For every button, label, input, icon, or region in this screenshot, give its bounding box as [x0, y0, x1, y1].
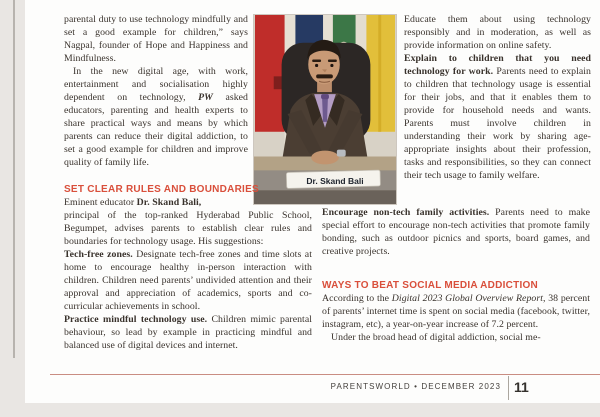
paragraph [322, 206, 590, 258]
footer-rule [50, 374, 600, 375]
tip-text: Parents need to explain to children that technology usage is essential for their jobs, and that it enables them to provide for household needs and wants. Parents must involve children in understanding their work by sharing age-appropriate insights about their profession, tasks and responsibilities, so they can connect their tech usage to family welfare. [404, 66, 591, 181]
paragraph [64, 13, 248, 65]
paragraph-text: parental duty to use technology mindfully and set a good example for children,” says Nagpal, founder of Hope and Happiness and Mindfulness. [64, 14, 248, 64]
right-column-top [404, 13, 591, 182]
tip-lead: Encourage non-tech family activities. [322, 207, 490, 218]
tip-lead: Tech-free zones. [64, 249, 133, 260]
tip-lead: Practice mindful technology use. [64, 314, 208, 325]
paragraph-text: asked educators, parenting and health experts to share practical ways and means by which parents can reduce their digital addiction, to set a good example for children and improve quality of family life. [64, 92, 248, 168]
report-title: Digital 2023 Global Overview Report [391, 293, 543, 304]
tip-text: Designate tech-free zones and time slots at home to encourage healthy in-person interaction with children. Children need parents’ undivided attention and their approval and appreciation of academics, sports and co-curricular achievements in school. [64, 249, 312, 312]
section-heading: SET CLEAR RULES AND BOUNDARIES [64, 184, 259, 195]
paragraph [64, 209, 312, 248]
paragraph-text: Educate them about using technology responsibly and in moderation, as well as provide information on online safety. [404, 14, 591, 51]
paragraph [404, 13, 591, 52]
portrait-photo [253, 14, 397, 205]
photo-caption-nameplate: Dr. Skand Bali [306, 176, 364, 186]
paragraph-text: In the new digital age, with work, entertainment and socialisation highly dependent on technology, [64, 66, 248, 103]
paragraph [322, 292, 590, 331]
right-column-bottom [322, 206, 590, 344]
section-heading: WAYS TO BEAT SOCIAL MEDIA ADDICTION [322, 280, 538, 291]
section-rules [64, 183, 312, 352]
paragraph [64, 196, 312, 209]
paragraph [64, 248, 312, 313]
paragraph [64, 65, 248, 169]
magazine-page [25, 0, 600, 403]
person-name: Dr. Skand Bali, [136, 197, 202, 208]
left-column-top [64, 13, 248, 169]
footer-separator [508, 376, 509, 400]
magazine-logo-mark: PW [198, 92, 213, 103]
paragraph [322, 331, 590, 344]
page-edge-shadow [13, 0, 15, 358]
tip-text: Parents need to make special effort to encourage non-tech activities that promote family bonding, such as outdoor picnics and sports, board games, and creative projects. [322, 207, 590, 257]
tip-text: Children mimic parental behaviour, so lead by example in practicing mindful and balanced use of digital devices and internet. [64, 314, 312, 351]
paragraph [404, 52, 591, 182]
paragraph-text: principal of the top-ranked Hyderabad Public School, Begumpet, advises parents to establish clear rules and boundaries for technology usage. His suggestions: [64, 210, 312, 247]
footer-journal-date: PARENTSWORLD • DECEMBER 2023 [330, 382, 501, 391]
paragraph-text: Eminent educator [64, 197, 137, 208]
paragraph-text: According to the [322, 293, 392, 304]
page-number: 11 [514, 379, 529, 395]
paragraph-text: Under the broad head of digital addiction, social me- [331, 332, 541, 343]
tip-lead: Explain to children that you need technology for work. [404, 53, 591, 77]
paragraph [64, 313, 312, 352]
paragraph-text: , 38 percent of parents’ internet time is spent on social media (facebook, twitter, instagram, etc), a year-on-year increase of 7.2 percent. [322, 293, 590, 330]
